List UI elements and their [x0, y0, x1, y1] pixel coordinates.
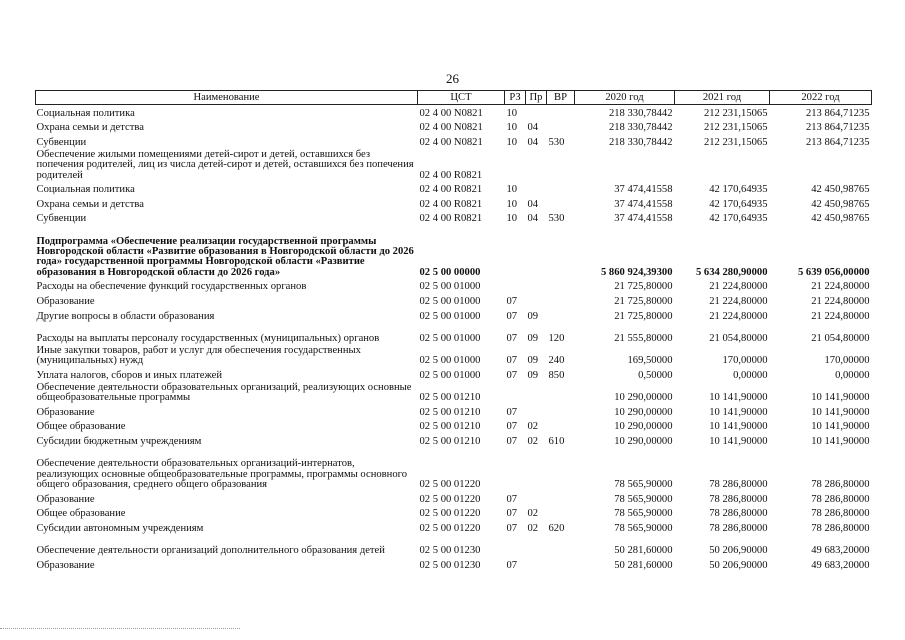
cell-vr: [547, 293, 575, 308]
cell-cst: 02 4 00 R0821: [419, 213, 483, 225]
header-pr: Пр: [526, 91, 547, 105]
cell-rz: [505, 148, 526, 181]
cell-cst: 02 4 00 R0821: [419, 198, 483, 210]
cell-rz: 07: [506, 493, 518, 505]
cell-pr: [526, 404, 547, 419]
cell-name: Иные закупки товаров, работ и услуг для обеспечения государственных (муниципальных) нужд: [36, 344, 361, 367]
cell-rz: 10: [506, 213, 518, 225]
cell-pr: 04: [527, 213, 539, 225]
table-row: [36, 322, 872, 344]
cell-y2022: 10 141,90000: [811, 421, 870, 433]
cell-y2020: 10 290,00000: [614, 435, 673, 447]
cell-y2020: 218 330,78442: [608, 136, 673, 148]
cell-y2020: 37 474,41558: [614, 198, 673, 210]
cell-pr: [526, 381, 547, 403]
cell-y2022: 10 141,90000: [811, 392, 870, 404]
budget-table-wrapper: [35, 90, 871, 571]
cell-cst: 02 5 00 01000: [419, 310, 481, 322]
cell-y2020: 10 290,00000: [614, 406, 673, 418]
cell-y2021: 21 224,80000: [709, 296, 768, 308]
cell-y2020: 10 290,00000: [614, 392, 673, 404]
cell-rz: 10: [506, 107, 518, 119]
table-row: [36, 447, 872, 490]
cell-name: Социальная политика: [36, 107, 135, 119]
cell-cst: 02 5 00 00000: [419, 266, 481, 278]
cell-y2020: 78 565,90000: [614, 508, 673, 520]
cell-rz: 07: [506, 332, 518, 344]
cell-rz: 07: [506, 421, 518, 433]
cell-y2022: 42 450,98765: [811, 213, 870, 225]
cell-name: Субвенции: [36, 213, 87, 225]
cell-vr: 610: [548, 435, 565, 447]
cell-name: Субсидии бюджетным учреждениям: [36, 435, 202, 447]
cell-y2020: 78 565,90000: [614, 493, 673, 505]
cell-pr: [526, 225, 547, 279]
cell-y2021: 212 231,15065: [703, 107, 768, 119]
cell-rz: [505, 534, 526, 556]
cell-name: Образование: [36, 493, 95, 505]
cell-vr: [547, 148, 575, 181]
cell-name: Обеспечение деятельности образовательных организаций, реализующих основные общеобразовательные программы: [36, 381, 412, 404]
cell-cst: 02 5 00 01220: [419, 522, 481, 534]
cell-cst: 02 5 00 01210: [419, 406, 481, 418]
cell-y2022: 42 450,98765: [811, 184, 870, 196]
table-row: [36, 534, 872, 556]
cell-pr: 09: [527, 369, 539, 381]
cell-pr: [526, 534, 547, 556]
cell-cst: 02 4 00 N0821: [419, 107, 483, 119]
cell-name: Образование: [36, 406, 95, 418]
cell-y2020: 218 330,78442: [608, 107, 673, 119]
table-row: [36, 293, 872, 308]
cell-y2021: 42 170,64935: [709, 213, 768, 225]
cell-y2020: 218 330,78442: [608, 122, 673, 134]
cell-rz: 07: [506, 355, 518, 367]
cell-y2020: 21 725,80000: [614, 281, 673, 293]
cell-y2021: 21 224,80000: [709, 281, 768, 293]
table-row: [36, 196, 872, 211]
table-row: [36, 418, 872, 433]
cell-rz: 07: [506, 296, 518, 308]
cell-name: Обеспечение деятельности образовательных организаций-интернатов, реализующих основные общеобразовательные программы, программы основного общего образования, среднего общего образования: [36, 458, 408, 490]
cell-y2020: 5 860 924,39300: [600, 266, 673, 278]
cell-y2021: 78 286,80000: [709, 493, 768, 505]
cell-y2022: 0,00000: [835, 369, 870, 381]
budget-table: [35, 90, 872, 571]
cell-name: Расходы на выплаты персоналу государственных (муниципальных) органов: [36, 332, 380, 344]
header-vr: ВР: [547, 91, 575, 105]
cell-cst: 02 5 00 01000: [419, 332, 481, 344]
cell-cst: 02 5 00 01000: [419, 369, 481, 381]
cell-y2022: 49 683,20000: [811, 545, 870, 557]
cell-y2022: 42 450,98765: [811, 198, 870, 210]
header-2020: 2020 год: [575, 91, 675, 105]
header-2022: 2022 год: [770, 91, 872, 105]
cell-y2020: 37 474,41558: [614, 213, 673, 225]
cell-pr: [526, 278, 547, 293]
cell-y2022: 21 224,80000: [811, 281, 870, 293]
cell-name: Обеспечение деятельности организаций дополнительного образования детей: [36, 545, 385, 557]
cell-rz: [505, 447, 526, 490]
table-row: [36, 134, 872, 149]
cell-y2020: 50 281,60000: [614, 559, 673, 571]
table-row: [36, 119, 872, 134]
cell-y2022: [770, 148, 872, 181]
table-row: [36, 105, 872, 120]
cell-y2020: 169,50000: [627, 355, 673, 367]
cell-rz: 07: [506, 369, 518, 381]
cell-y2022: 49 683,20000: [811, 559, 870, 571]
cell-cst: 02 4 00 N0821: [419, 136, 483, 148]
cell-name: Обеспечение жилыми помещениями детей-сирот и детей, оставшихся без попечения родителей, лиц из числа детей-сирот и детей, оставшихся без попечения родителей: [36, 148, 414, 181]
cell-y2020: 21 725,80000: [614, 296, 673, 308]
cell-y2021: 50 206,90000: [709, 545, 768, 557]
cell-y2020: 10 290,00000: [614, 421, 673, 433]
cell-pr: [526, 556, 547, 571]
cell-pr: [526, 105, 547, 120]
cell-y2021: 21 054,80000: [709, 332, 768, 344]
cell-rz: 07: [506, 508, 518, 520]
cell-y2021: 78 286,80000: [709, 508, 768, 520]
cell-y2022: 10 141,90000: [811, 435, 870, 447]
cell-vr: 530: [548, 136, 565, 148]
cell-y2022: 78 286,80000: [811, 493, 870, 505]
cell-y2022: 213 864,71235: [805, 122, 870, 134]
page-number: 26: [446, 71, 459, 86]
table-row: [36, 210, 872, 225]
cell-y2021: 170,00000: [722, 355, 768, 367]
cell-vr: [547, 181, 575, 196]
cell-y2022: 5 639 056,00000: [797, 266, 870, 278]
cell-name: Образование: [36, 296, 95, 308]
cell-rz: 07: [506, 435, 518, 447]
cell-cst: 02 5 00 01230: [419, 559, 481, 571]
header-2021: 2021 год: [675, 91, 770, 105]
header-row: [36, 91, 872, 105]
cell-vr: [547, 490, 575, 505]
cell-name: Субвенции: [36, 136, 87, 148]
table-row: [36, 225, 872, 279]
cell-y2020: 21 555,80000: [614, 332, 673, 344]
cell-y2022: 10 141,90000: [811, 406, 870, 418]
cell-cst: 02 4 00 N0821: [419, 122, 483, 134]
cell-y2022: 170,00000: [824, 355, 870, 367]
cell-vr: [547, 119, 575, 134]
cell-y2021: 212 231,15065: [703, 122, 768, 134]
cell-vr: [547, 418, 575, 433]
cell-y2022: 21 054,80000: [811, 332, 870, 344]
table-row: [36, 404, 872, 419]
cell-vr: [547, 447, 575, 490]
cell-rz: [505, 381, 526, 403]
cell-y2022: 78 286,80000: [811, 522, 870, 534]
cell-name: Образование: [36, 559, 95, 571]
cell-cst: 02 5 00 01000: [419, 355, 481, 367]
cell-pr: 04: [527, 136, 539, 148]
cell-y2021: 10 141,90000: [709, 392, 768, 404]
cell-name: Общее образование: [36, 421, 126, 433]
cell-rz: 10: [506, 198, 518, 210]
table-row: [36, 381, 872, 403]
cell-pr: 02: [527, 508, 539, 520]
cell-name: Расходы на обеспечение функций государственных органов: [36, 281, 307, 293]
header-cst: ЦСТ: [418, 91, 505, 105]
cell-y2021: [675, 148, 770, 181]
cell-pr: 09: [527, 310, 539, 322]
cell-rz: [505, 225, 526, 279]
cell-y2021: 42 170,64935: [709, 198, 768, 210]
cell-y2021: 78 286,80000: [709, 522, 768, 534]
cell-vr: [547, 278, 575, 293]
cell-cst: 02 5 00 01210: [419, 421, 481, 433]
cell-rz: 07: [506, 310, 518, 322]
cell-y2022: 78 286,80000: [811, 508, 870, 520]
cell-y2021: 0,00000: [733, 369, 768, 381]
cell-pr: [526, 181, 547, 196]
cell-cst: 02 5 00 01220: [419, 493, 481, 505]
cell-vr: [547, 105, 575, 120]
cell-vr: [547, 196, 575, 211]
cell-name: Охрана семьи и детства: [36, 122, 144, 134]
cell-vr: [547, 404, 575, 419]
cell-y2020: 78 565,90000: [614, 522, 673, 534]
cell-rz: 07: [506, 522, 518, 534]
cell-y2021: 42 170,64935: [709, 184, 768, 196]
cell-pr: 09: [527, 332, 539, 344]
header-rz: РЗ: [505, 91, 526, 105]
cell-cst: 02 5 00 01210: [419, 435, 481, 447]
cell-pr: 04: [527, 198, 539, 210]
table-row: [36, 344, 872, 366]
cell-vr: [547, 534, 575, 556]
table-row: [36, 490, 872, 505]
table-row: [36, 433, 872, 448]
cell-vr: [547, 225, 575, 279]
cell-y2022: 213 864,71235: [805, 136, 870, 148]
cell-y2020: 37 474,41558: [614, 184, 673, 196]
cell-pr: 02: [527, 522, 539, 534]
table-row: [36, 505, 872, 520]
cell-cst: 02 5 00 01000: [419, 281, 481, 293]
cell-pr: [526, 490, 547, 505]
cell-y2021: 50 206,90000: [709, 559, 768, 571]
cell-name: Другие вопросы в области образования: [36, 310, 215, 322]
cell-y2020: 78 565,90000: [614, 478, 673, 490]
cell-y2021: 10 141,90000: [709, 435, 768, 447]
cell-vr: 850: [548, 369, 565, 381]
cell-y2021: 5 634 280,90000: [695, 266, 768, 278]
cell-y2021: 21 224,80000: [709, 310, 768, 322]
table-row: [36, 556, 872, 571]
cell-pr: [526, 293, 547, 308]
header-name: Наименование: [36, 91, 418, 105]
cell-name: Социальная политика: [36, 184, 135, 196]
cell-vr: 530: [548, 213, 565, 225]
cell-y2021: 212 231,15065: [703, 136, 768, 148]
cell-rz: 07: [506, 406, 518, 418]
cell-vr: 240: [548, 355, 565, 367]
table-body: [36, 105, 872, 572]
cell-y2020: 21 725,80000: [614, 310, 673, 322]
cell-vr: 120: [548, 332, 565, 344]
cell-vr: [547, 505, 575, 520]
cell-name: Подпрограмма «Обеспечение реализации государственной программы Новгородской области «Развитие образования в Новгородской области до 2026 года» государственной программы Новгородской области «Развитие образования в Новгородской области до 2026 года»: [36, 235, 414, 278]
cell-y2021: 78 286,80000: [709, 478, 768, 490]
table-row: [36, 148, 872, 181]
cell-name: Охрана семьи и детства: [36, 198, 144, 210]
cell-rz: [505, 278, 526, 293]
cell-y2021: 10 141,90000: [709, 406, 768, 418]
cell-y2020: 0,50000: [638, 369, 673, 381]
cell-y2022: 21 224,80000: [811, 296, 870, 308]
table-header: [36, 91, 872, 105]
cell-rz: 10: [506, 136, 518, 148]
cell-pr: [526, 148, 547, 181]
cell-vr: [547, 556, 575, 571]
cell-rz: 10: [506, 184, 518, 196]
cell-name: Уплата налогов, сборов и иных платежей: [36, 369, 223, 381]
cell-y2022: 78 286,80000: [811, 478, 870, 490]
cell-vr: [547, 307, 575, 322]
table-row: [36, 278, 872, 293]
cell-y2022: 21 224,80000: [811, 310, 870, 322]
cell-pr: 02: [527, 421, 539, 433]
table-row: [36, 520, 872, 535]
cell-pr: 09: [527, 355, 539, 367]
cell-cst: 02 4 00 R0821: [419, 169, 483, 181]
cell-name: Общее образование: [36, 508, 126, 520]
cell-y2021: 10 141,90000: [709, 421, 768, 433]
table-row: [36, 367, 872, 382]
cell-cst: 02 4 00 R0821: [419, 184, 483, 196]
cell-y2020: [575, 148, 675, 181]
cell-vr: [547, 381, 575, 403]
cell-rz: 07: [506, 559, 518, 571]
cell-rz: 10: [506, 122, 518, 134]
cell-pr: 02: [527, 435, 539, 447]
cell-y2022: 213 864,71235: [805, 107, 870, 119]
cell-vr: 620: [548, 522, 565, 534]
cell-cst: 02 5 00 01210: [419, 392, 481, 404]
cell-cst: 02 5 00 01000: [419, 296, 481, 308]
cell-cst: 02 5 00 01220: [419, 508, 481, 520]
cell-cst: 02 5 00 01230: [419, 545, 481, 557]
cell-name: Субсидии автономным учреждениям: [36, 522, 204, 534]
table-row: [36, 307, 872, 322]
footer-divider: [0, 628, 240, 630]
cell-y2020: 50 281,60000: [614, 545, 673, 557]
table-row: [36, 181, 872, 196]
cell-pr: 04: [527, 122, 539, 134]
cell-pr: [526, 447, 547, 490]
cell-cst: 02 5 00 01220: [419, 478, 481, 490]
